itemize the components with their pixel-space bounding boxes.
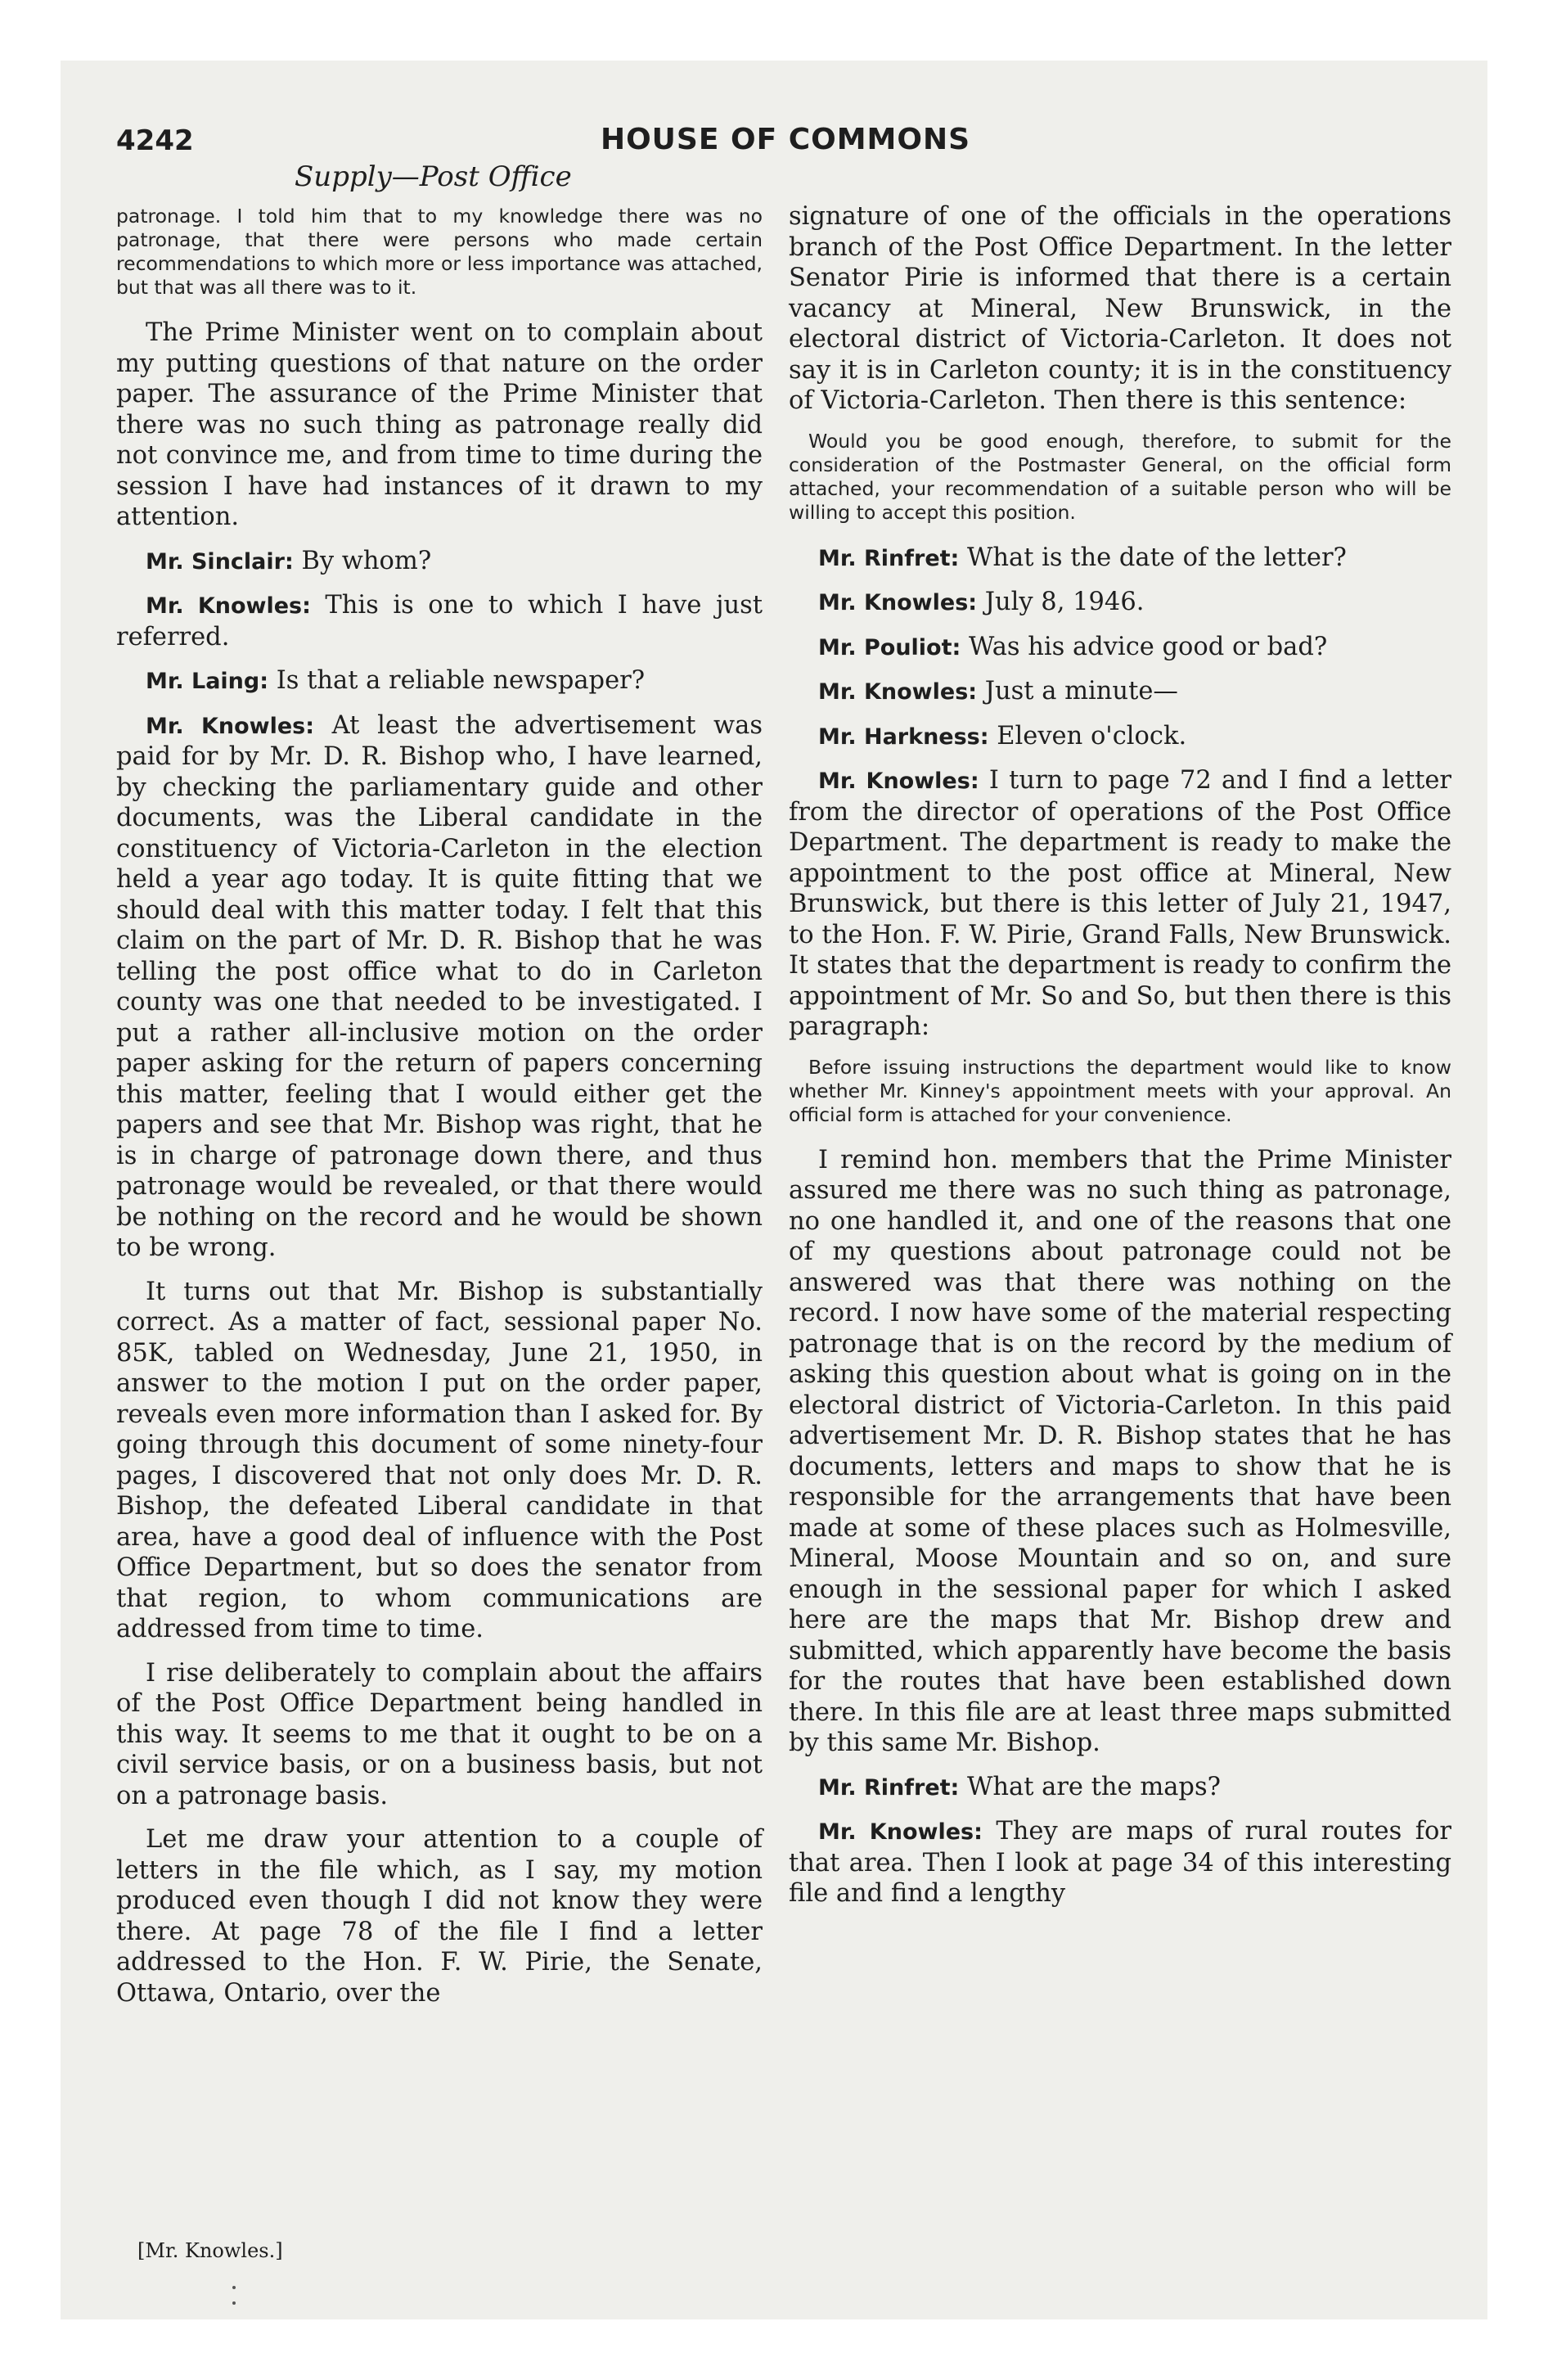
speech-text: July 8, 1946. [977, 588, 1145, 616]
section-heading: Supply—Post Office [295, 160, 572, 193]
speech-paragraph [116, 710, 763, 1264]
speaker-name: Mr. Rinfret: [818, 545, 960, 571]
speech-paragraph [789, 721, 1451, 753]
body-paragraph: The Prime Minister went on to complain about my putting questions of that nature on the order paper. The assurance of the Prime Minister that there was no such thing as patronage really did not convince me, and from time to time during the session I have had instances of it drawn to my attention. [116, 318, 763, 531]
speaker-name: Mr. Knowles: [818, 1819, 983, 1845]
speaker-name: Mr. Rinfret: [818, 1774, 960, 1801]
speech-paragraph [789, 632, 1451, 664]
body-paragraph: signature of one of the officials in the operations branch of the Post Office Department. In the letter Senator Pirie is informed that there is a certain vacancy at Mineral, New Brunswick, in the electoral district of Victoria-Carleton. It does not say it is in Carleton county; it is in the constituency of Victoria-Carleton. Then there is this sentence: [789, 202, 1451, 415]
speaker-name: Mr. Knowles: [146, 713, 315, 739]
body-paragraph: It turns out that Mr. Bishop is substantially correct. As a matter of fact, sessional paper No. 85K, tabled on Wednesday, June 21, 1950, in answer to the motion I put on the order paper, reveals even more information than I asked for. By going through this document of some ninety-four pages, I discovered that not only does Mr. D. R. Bishop, the defeated Liberal candidate in that area, have a good deal of influence with the Post Office Department, but so does the senator from that region, to whom communications are addressed from time to time. [116, 1277, 763, 1643]
speech-text: Is that a reliable newspaper? [268, 666, 646, 695]
right-column [789, 201, 1451, 1922]
body-paragraph: I remind hon. members that the Prime Minister assured me there was no such thing as patronage, no one handled it, and one of the reasons that one of my questions about patronage could not be answered was that there was nothing on the record. I now have some of the material respecting patronage that is on the record by the medium of asking this question about what is going on in the electoral district of Victoria-Carleton. In this paid advertisement Mr. D. R. Bishop states that he has documents, letters and maps to show that he is responsible for the arrangements that have been made at some of these places such as Holmesville, Mineral, Moose Mountain and so on, and sure enough in the sessional paper for which I asked here are the maps that Mr. Bishop drew and submitted, which apparently have become the basis for the routes that have been established down there. In this file are at least three maps submitted by this same Mr. Bishop. [789, 1145, 1451, 1757]
speech-text: Just a minute— [977, 677, 1178, 705]
speech-paragraph [116, 546, 763, 578]
quoted-passage: patronage. I told him that to my knowledge there was no patronage, that there were persons who made certain recommendations to which more or less importance was attached, but that was all there was to it. [116, 205, 763, 299]
speech-text: At least the advertisement was paid for by Mr. D. R. Bishop who, I have learned, by checking the parliamentary guide and other documents, was the Liberal candidate in the constituency of Victoria-Carleton in the election held a year ago today. It is quite fitting that we should deal with this matter today. I felt that this claim on the part of Mr. D. R. Bishop that he was telling the post office what to do in Carleton county was one that needed to be investigated. I put a rather all-inclusive motion on the order paper asking for the return of papers concerning this matter, feeling that I would either get the papers and see that Mr. Bishop was right, that he is in charge of patronage down there, and thus patronage would be revealed, or that there would be nothing on the record and he would be shown to be wrong. [116, 710, 763, 1262]
speech-paragraph [789, 765, 1451, 1043]
speech-paragraph [789, 543, 1451, 575]
body-paragraph: Let me draw your attention to a couple of letters in the file which, as I say, my motion produced even though I did not know they were there. At page 78 of the file I find a letter addressed to the Hon. F. W. Pirie, the Senate, Ottawa, Ontario, over the [116, 1825, 763, 2008]
speaker-name: Mr. Knowles: [818, 769, 979, 794]
speech-paragraph [116, 590, 763, 652]
speech-text: Eleven o'clock. [988, 721, 1187, 751]
speaker-name: Mr. Knowles: [818, 590, 978, 615]
speech-paragraph [789, 587, 1451, 619]
speech-paragraph [789, 1772, 1451, 1804]
speech-text: This is one to which I have just referred. [116, 591, 763, 651]
speech-paragraph [789, 676, 1451, 708]
quoted-passage: Before issuing instructions the department would like to know whether Mr. Kinney's appointment meets with your approval. An official form is attached for your convenience. [789, 1055, 1451, 1126]
body-paragraph: I rise deliberately to complain about the affairs of the Post Office Department being handled in this way. It seems to me that it ought to be on a civil service basis, or on a business basis, but not on a patronage basis. [116, 1658, 763, 1810]
speech-text: They are maps of rural routes for that area. Then I look at page 34 of this interesting file and find a lengthy [789, 1817, 1452, 1908]
speech-paragraph [789, 1816, 1451, 1909]
speech-text: I turn to page 72 and I find a letter from the director of operations of the Post Office Department. The department is ready to make the appointment to the post office at Mineral, New Brunswick, but there is this letter of July 21, 1947, to the Hon. F. W. Pirie, Grand Falls, New Brunswick. It states that the department is ready to confirm the appointment of Mr. So and So, but then there is this paragraph: [789, 766, 1452, 1041]
speech-text: What is the date of the letter? [959, 543, 1347, 572]
speaker-name: Mr. Knowles: [146, 593, 311, 619]
speaker-attribution: [Mr. Knowles.] [137, 2239, 283, 2262]
running-head: HOUSE OF COMMONS [600, 123, 971, 156]
speech-paragraph [116, 665, 763, 697]
speech-text: What are the maps? [959, 1772, 1221, 1801]
speaker-name: Mr. Harkness: [818, 723, 989, 750]
speech-text: Was his advice good or bad? [961, 632, 1328, 661]
speaker-name: Mr. Sinclair: [146, 548, 294, 575]
quoted-passage: Would you be good enough, therefore, to submit for the consideration of the Postmaster General, on the official form attached, your recommendation of a suitable person who will be willing to accept this position. [789, 429, 1451, 524]
speaker-name: Mr. Laing: [146, 669, 269, 694]
left-column [116, 200, 763, 2022]
page-number: 4242 [116, 124, 194, 157]
speaker-name: Mr. Knowles: [818, 679, 978, 705]
speaker-name: Mr. Pouliot: [818, 634, 961, 660]
printer-mark [232, 2277, 245, 2283]
speech-text: By whom? [293, 546, 432, 575]
